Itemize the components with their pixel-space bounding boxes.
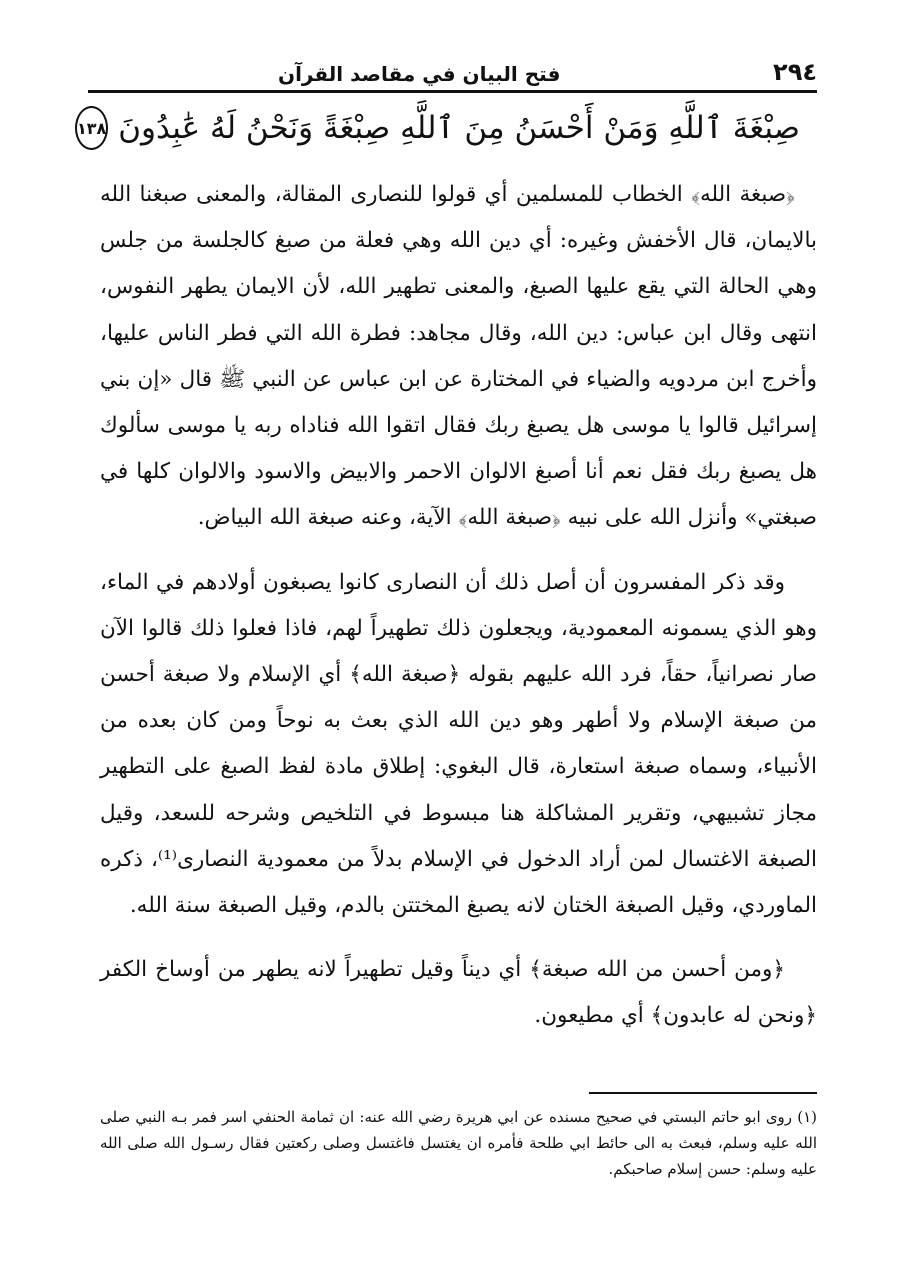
- verse-number-marker: [75, 106, 108, 150]
- paragraph-1: ﴿صبغة الله﴾ الخطاب للمسلمين أي قولوا للنصارى المقالة، والمعنى صبغنا الله بالايمان، قال الأخفش وغيره: أي دين الله وهي فعلة من صبغ كالجلسة من جلس وهي الحالة التي يقع عليها الصبغ، والمعنى تطهير الله، لأن الايمان يطهر النفوس، انتهى وقال ابن عباس: دين الله، وقال مجاهد: فطرة الله التي فطر الناس عليها، وأخرج ابن مردويه والضياء في المختارة عن ابن عباس عن النبي ﷺ قال «إن بني إسرائيل قالوا يا موسى هل يصبغ ربك فقال اتقوا الله فناداه ربه يا موسى سألوك هل يصبغ ربك فقل نعم أنا أصبغ الالوان الاحمر والابيض والاسود والالوان كلها في صبغتي» وأنزل الله على نبيه ﴿صبغة الله﴾ الآية، وعنه صبغة الله البياض.: [100, 182, 817, 531]
- paragraph-3: ﴿ومن أحسن من الله صبغة﴾ أي ديناً وقيل تطهيراً لانه يطهر من أوساخ الكفر ﴿ونحن له عابدون﴾ أي مطيعون.: [100, 957, 817, 1029]
- footnote: (١) روى ابو حاتم البستي في صحيح مسنده عن ابي هريرة رضي الله عنه: ان ثمامة الحنفي اسر فمر بـه النبي صلى الله عليه وسلم، فبعث به الى حائط ابي طلحة فأمره ان يغتسل فاغتسل وصلى ركعتين فقال رسـول الله صلى الله عليه وسلم: حسن إسلام صاحبكم.: [100, 1108, 817, 1178]
- page-header: [88, 46, 817, 93]
- page-number: ٢٩٤: [773, 58, 817, 86]
- commentary-body: [100, 172, 817, 1058]
- verse-text: صِبْغَةَ ٱللَّهِ وَمَنْ أَحْسَنُ مِنَ ٱللَّهِ صِبْغَةً وَنَحْنُ لَهُ عَٰبِدُونَ: [118, 110, 800, 146]
- quran-verse: [76, 98, 800, 158]
- verse-number: ١٣٨: [76, 118, 107, 138]
- footnote-divider: [589, 1092, 817, 1094]
- paragraph-2: وقد ذكر المفسرون أن أصل ذلك أن النصارى كانوا يصبغون أولادهم في الماء، وهو الذي يسمونه المعمودية، ويجعلون ذلك تطهيراً لهم، فاذا فعلوا ذلك قالوا الآن صار نصرانياً، حقاً، فرد الله عليهم بقوله ﴿صبغة الله﴾ أي الإسلام ولا صبغة أحسن من صبغة الإسلام ولا أطهر وهو دين الله الذي بعث به نوحاً ومن كان بعده من الأنبياء، وسماه صبغة استعارة، قال البغوي: إطلاق مادة لفظ الصبغ على التطهير مجاز تشبيهي، وتقرير المشاكلة هنا مبسوط في التلخيص وشرحه للسعد، وقيل الصبغة الاغتسال لمن أراد الدخول في الإسلام بدلاً من معمودية النصارى⁽¹⁾، ذكره الماوردي، وقيل الصبغة الختان لانه يصبغ المختتن بالدم، وقيل الصبغة سنة الله.: [100, 569, 817, 919]
- book-title: فتح البيان في مقاصد القرآن: [278, 62, 561, 86]
